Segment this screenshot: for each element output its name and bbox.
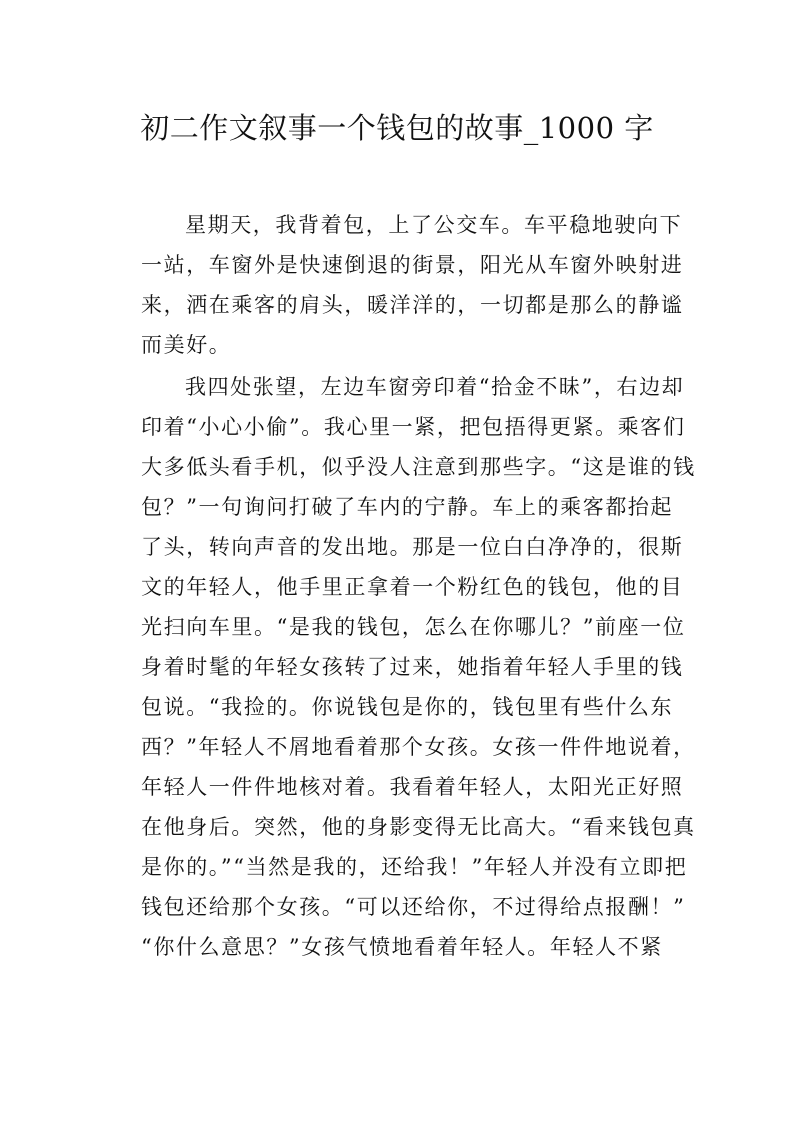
paragraph-2-line: 钱包还给那个女孩。“可以还给你，不过得给点报酬！”: [141, 895, 686, 919]
paragraph-2-line: 了头，转向声音的发出地。那是一位白白净净的，很斯: [141, 535, 684, 559]
paragraph-2-line: 年轻人一件件地核对着。我看着年轻人，太阳光正好照: [141, 775, 684, 799]
paragraph-2-line: “你什么意思？”女孩气愤地看着年轻人。年轻人不紧: [141, 935, 663, 959]
paragraph-1-line: 而美好。: [141, 333, 232, 357]
document-body: [141, 205, 696, 967]
paragraph-2-line: 包？”一句询问打破了车内的宁静。车上的乘客都抬起: [141, 495, 674, 519]
paragraph-1-line: 一站，车窗外是快速倒退的街景，阳光从车窗外映射进: [141, 253, 684, 277]
paragraph-1-line: 来，洒在乘客的肩头，暖洋洋的，一切都是那么的静谧: [141, 293, 684, 317]
paragraph-2-line: 是你的。”“当然是我的，还给我！”年轻人并没有立即把: [141, 855, 688, 879]
paragraph-2-line: 身着时髦的年轻女孩转了过来，她指着年轻人手里的钱: [141, 655, 684, 679]
paragraph-1-line: 星期天，我背着包，上了公交车。车平稳地驶向下: [185, 213, 683, 237]
paragraph-2-line: 我四处张望，左边车窗旁印着“拾金不昧”，右边却: [185, 375, 685, 399]
paragraph-2-line: 印着“小心小偷”。我心里一紧，把包捂得更紧。乘客们: [141, 415, 686, 439]
paragraph-2-line: 大多低头看手机，似乎没人注意到那些字。“这是谁的钱: [141, 455, 696, 479]
paragraph-2-line: 包说。“我捡的。你说钱包是你的，钱包里有些什么东: [141, 695, 674, 719]
document-title: 初二作文叙事一个钱包的故事_1000 字: [140, 111, 654, 145]
paragraph-2-line: 光扫向车里。“是我的钱包，怎么在你哪儿？”前座一位: [141, 615, 686, 639]
paragraph-2-line: 文的年轻人，他手里正拿着一个粉红色的钱包，他的目: [141, 575, 684, 599]
paragraph-2-line: 在他身后。突然，他的身影变得无比高大。“看来钱包真: [141, 815, 696, 839]
paragraph-2-line: 西？”年轻人不屑地看着那个女孩。女孩一件件地说着，: [141, 735, 696, 759]
